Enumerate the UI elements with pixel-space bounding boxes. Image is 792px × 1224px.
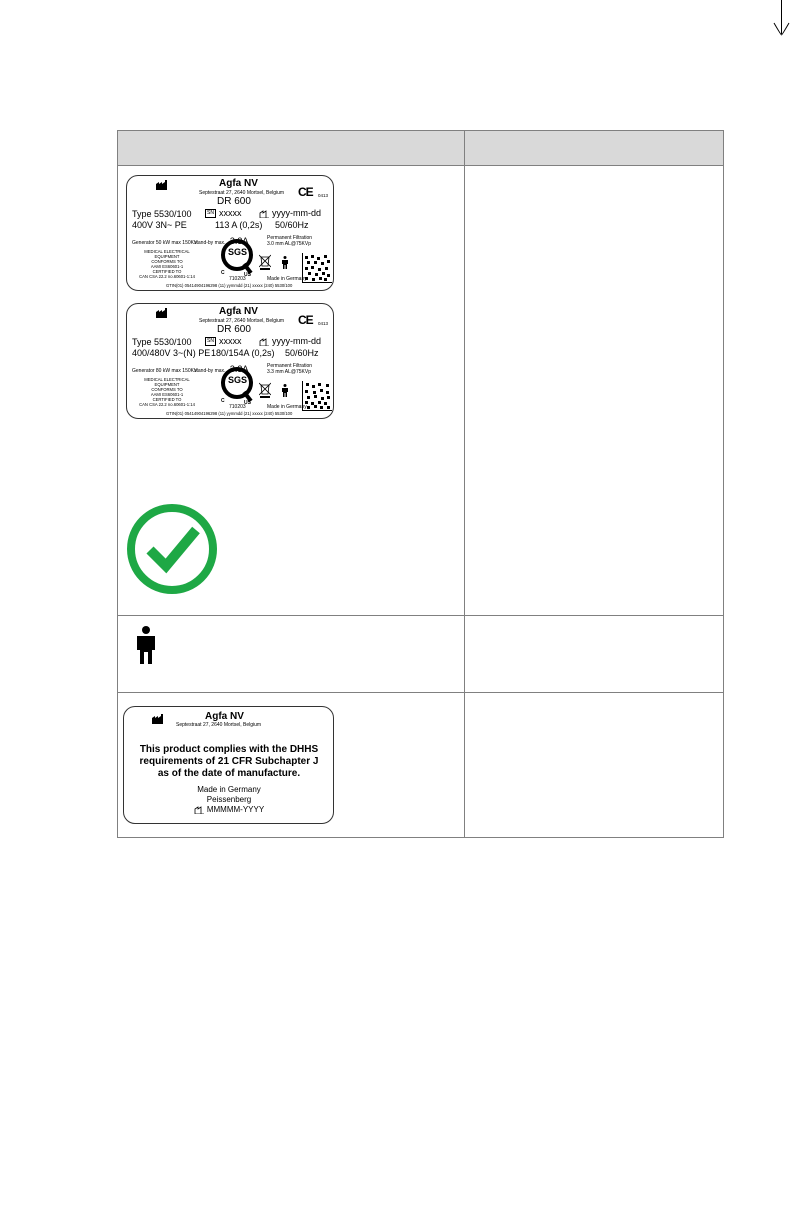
current: 180/154A (0,2s)	[211, 348, 275, 358]
city: Peissenberg	[206, 795, 252, 804]
type-label-1	[126, 175, 334, 291]
generator: Generator 80 kW max 150KV	[132, 368, 198, 374]
date-value: MMMMM-YYYY	[206, 805, 265, 814]
sn-value: xxxxx	[218, 336, 242, 346]
filtration-title: Permanent Filtration	[267, 235, 313, 241]
company-name: Agfa NV	[219, 306, 258, 317]
manufacturer-icon	[155, 308, 171, 318]
checkmark-icon	[126, 503, 218, 595]
cert-number: 710203	[229, 404, 246, 410]
applied-part-icon	[281, 256, 289, 269]
medical-line: CONFORMS TO	[151, 387, 183, 392]
us-mark: US	[244, 272, 251, 278]
medical-line: EQUIPMENT	[154, 254, 180, 259]
sn-symbol: SN	[207, 338, 214, 345]
manufacturer-icon	[155, 180, 171, 190]
company-name: Agfa NV	[219, 178, 258, 189]
model-name: DR 600	[217, 196, 251, 207]
type-b-applied-part-icon	[134, 626, 158, 664]
medical-certification	[139, 249, 195, 279]
standby-prefix: stand-by max.	[194, 368, 226, 374]
medical-line: CERTIFIED TO	[152, 269, 182, 274]
ce-mark: CE	[298, 313, 313, 327]
date-of-manufacture-icon	[259, 210, 270, 218]
ce-mark: CE	[298, 185, 313, 199]
sgs-text: SGS	[228, 247, 248, 257]
weee-bin-icon	[259, 382, 271, 398]
date-value: yyyy-mm-dd	[272, 336, 321, 346]
standby-value: 3.3A	[229, 236, 249, 246]
dhhs-statement	[123, 744, 334, 780]
company-address: Septestraat 27, 2640 Mortsel, Belgium	[199, 318, 285, 324]
sgs-certification-icon	[220, 238, 254, 276]
company-address: Septestraat 27, 2640 Mortsel, Belgium	[199, 190, 285, 196]
company-address: Septestraat 27, 2640 Mortsel, Belgium	[176, 722, 262, 728]
table-header	[118, 131, 723, 166]
voltage: 400V 3N~ PE	[132, 220, 187, 230]
generator: Generator 50 kW max 150KV	[132, 240, 198, 246]
medical-line: CAN CSA 22.2 no.60601-1:14	[139, 274, 195, 279]
row-divider	[118, 692, 723, 693]
medical-line: MEDICAL ELECTRICAL	[144, 377, 190, 382]
sn-value: xxxxx	[218, 208, 242, 218]
date-value: yyyy-mm-dd	[272, 208, 321, 218]
statement-line: This product complies with the DHHS	[139, 744, 319, 755]
weee-bin-icon	[259, 254, 271, 270]
made-in: Made in Germany	[267, 276, 307, 282]
model-name: DR 600	[217, 324, 251, 335]
standby-prefix: stand-by max.	[194, 240, 226, 246]
frequency: 50/60Hz	[275, 220, 309, 230]
manufacturer-icon	[151, 714, 167, 724]
dhhs-compliance-label	[123, 706, 334, 824]
filtration-value: 3.0 mm AL@75KVp	[267, 241, 311, 247]
sgs-text: SGS	[228, 375, 248, 385]
us-mark: US	[244, 400, 251, 406]
c-mark: C	[221, 270, 225, 276]
made-in: Made in Germany	[197, 785, 261, 794]
gtin-code: GTIN(01) 05414904196298 (11) yymmdd (21) xxxxx (240) 5530/100	[166, 283, 293, 288]
medical-line: CERTIFIED TO	[152, 397, 182, 402]
manufacture-date	[259, 337, 321, 346]
standby-value: 3.3A	[229, 364, 249, 374]
page-edge-arrow-icon	[773, 22, 790, 36]
sn-symbol: SN	[207, 210, 214, 217]
manufacture-date	[259, 209, 321, 218]
gtin-code: GTIN(01) 05414904196298 (11) yymmdd (21) xxxxx (240) 5530/100	[166, 411, 293, 416]
serial-number	[205, 337, 241, 346]
made-in: Made in Germany	[267, 404, 307, 410]
applied-part-icon	[281, 384, 289, 397]
medical-line: EQUIPMENT	[154, 382, 180, 387]
type-number: Type 5530/100	[132, 337, 192, 347]
filtration-title: Permanent Filtration	[267, 363, 313, 369]
date-of-manufacture-icon	[194, 806, 205, 814]
sgs-certification-icon	[220, 366, 254, 404]
serial-number	[205, 209, 241, 218]
type-number: Type 5530/100	[132, 209, 192, 219]
ce-number: 0413	[318, 193, 329, 198]
company-name: Agfa NV	[205, 711, 244, 722]
medical-line: CONFORMS TO	[151, 259, 183, 264]
type-label-2	[126, 303, 334, 419]
row-divider	[118, 615, 723, 616]
medical-certification	[139, 377, 195, 407]
cert-number: 710203	[229, 276, 246, 282]
medical-line: CAN CSA 22.2 no.60601-1:14	[139, 402, 195, 407]
ce-number: 0413	[318, 321, 329, 326]
voltage: 400/480V 3~(N) PE	[132, 348, 211, 358]
current: 113 A (0,2s)	[215, 220, 263, 230]
date-of-manufacture-icon	[259, 338, 270, 346]
filtration-value: 3.3 mm AL@75KVp	[267, 369, 311, 375]
medical-line: AAMI ES60601-1	[150, 392, 184, 397]
c-mark: C	[221, 398, 225, 404]
manufacture-date	[123, 805, 334, 815]
dhhs-origin	[123, 785, 334, 815]
medical-line: AAMI ES60601-1	[150, 264, 184, 269]
medical-line: MEDICAL ELECTRICAL	[144, 249, 190, 254]
frequency: 50/60Hz	[285, 348, 319, 358]
statement-line: requirements of 21 CFR Subchapter J	[139, 756, 319, 767]
column-divider	[464, 131, 465, 837]
statement-line: as of the date of manufacture.	[157, 768, 301, 779]
